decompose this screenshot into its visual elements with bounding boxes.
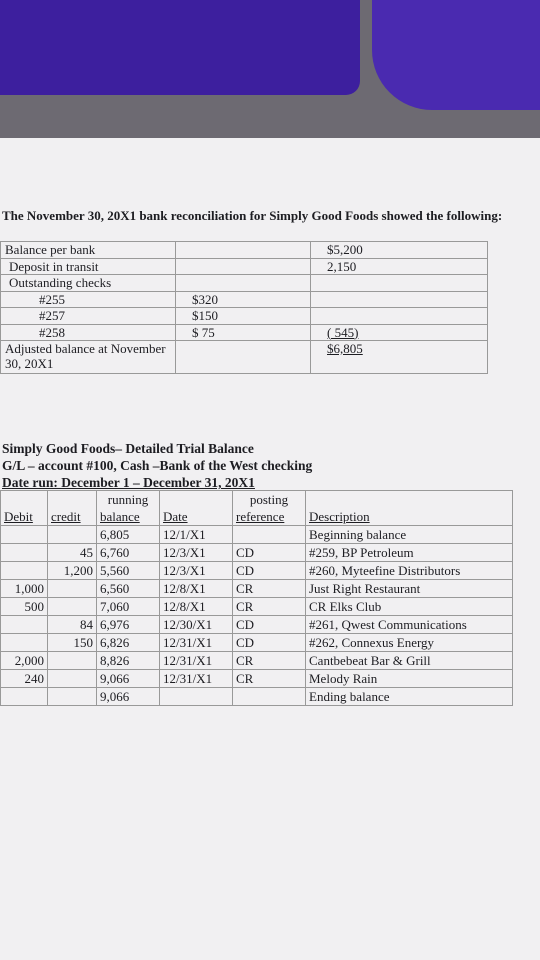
- recon-right: [311, 275, 488, 292]
- table-row: [1, 324, 488, 341]
- description-cell: #260, Myteefine Distributors: [306, 562, 513, 580]
- recon-right: $6,805: [311, 341, 488, 374]
- date-cell: 12/31/X1: [160, 670, 233, 688]
- header-text: balance: [100, 509, 140, 524]
- description-cell: Ending balance: [306, 688, 513, 706]
- recon-right: $5,200: [311, 242, 488, 259]
- balance-cell: 6,805: [97, 526, 160, 544]
- recon-label: Deposit in transit: [1, 258, 176, 275]
- description-cell: Melody Rain: [306, 670, 513, 688]
- ref-cell: CR: [233, 580, 306, 598]
- date-cell: 12/8/X1: [160, 598, 233, 616]
- date-cell: [160, 688, 233, 706]
- reconciliation-table: [0, 241, 488, 374]
- credit-cell: [48, 652, 97, 670]
- credit-cell: [48, 598, 97, 616]
- credit-cell: [48, 670, 97, 688]
- recon-right: [311, 308, 488, 325]
- purple-object-left: [0, 0, 360, 95]
- recon-label: Adjusted balance at November 30, 20X1: [1, 341, 176, 374]
- description-cell: Just Right Restaurant: [306, 580, 513, 598]
- recon-label: Outstanding checks: [1, 275, 176, 292]
- balance-cell: 6,760: [97, 544, 160, 562]
- recon-mid: $ 75: [176, 324, 311, 341]
- table-row: [1, 634, 513, 652]
- recon-mid: $320: [176, 291, 311, 308]
- credit-cell: [48, 580, 97, 598]
- debit-header: Debit: [1, 491, 48, 526]
- description-cell: #259, BP Petroleum: [306, 544, 513, 562]
- debit-cell: [1, 544, 48, 562]
- trial-balance-table: [0, 490, 513, 706]
- table-row: [1, 562, 513, 580]
- recon-label: #258: [1, 324, 176, 341]
- credit-cell: 1,200: [48, 562, 97, 580]
- header-text: reference: [236, 509, 285, 524]
- ref-cell: CD: [233, 634, 306, 652]
- header-text: posting: [249, 492, 289, 507]
- recon-mid: $150: [176, 308, 311, 325]
- description-cell: Beginning balance: [306, 526, 513, 544]
- credit-cell: [48, 688, 97, 706]
- table-row: [1, 688, 513, 706]
- date-cell: 12/8/X1: [160, 580, 233, 598]
- balance-cell: 6,826: [97, 634, 160, 652]
- ref-cell: CD: [233, 544, 306, 562]
- recon-mid: [176, 341, 311, 374]
- balance-cell: 6,560: [97, 580, 160, 598]
- recon-label: #255: [1, 291, 176, 308]
- table-row: [1, 242, 488, 259]
- date-cell: 12/31/X1: [160, 652, 233, 670]
- debit-cell: [1, 562, 48, 580]
- balance-cell: 8,826: [97, 652, 160, 670]
- debit-cell: 2,000: [1, 652, 48, 670]
- table-row: [1, 616, 513, 634]
- table-row: [1, 652, 513, 670]
- ref-cell: CR: [233, 652, 306, 670]
- table-row: [1, 544, 513, 562]
- account-line: G/L – account #100, Cash –Bank of the West checking: [2, 458, 313, 473]
- table-row: [1, 526, 513, 544]
- ref-cell: [233, 526, 306, 544]
- date-run-line: Date run: December 1 – December 31, 20X1: [2, 475, 255, 490]
- debit-cell: [1, 616, 48, 634]
- recon-label: #257: [1, 308, 176, 325]
- balance-cell: 6,976: [97, 616, 160, 634]
- table-row: [1, 580, 513, 598]
- table-header-row: [1, 491, 513, 526]
- balance-cell: 5,560: [97, 562, 160, 580]
- credit-cell: [48, 526, 97, 544]
- posting-reference-header: [233, 491, 306, 526]
- ref-cell: CD: [233, 616, 306, 634]
- table-row: [1, 258, 488, 275]
- header-text: running: [107, 492, 149, 507]
- credit-cell: 150: [48, 634, 97, 652]
- description-cell: #261, Qwest Communications: [306, 616, 513, 634]
- table-row: [1, 670, 513, 688]
- table-row: [1, 275, 488, 292]
- paper-sheet: [0, 138, 540, 960]
- debit-cell: 500: [1, 598, 48, 616]
- table-row: [1, 598, 513, 616]
- table-row: [1, 308, 488, 325]
- table-row: [1, 341, 488, 374]
- reconciliation-title: The November 30, 20X1 bank reconciliation for Simply Good Foods showed the following:: [2, 208, 503, 223]
- table-row: [1, 291, 488, 308]
- description-cell: #262, Connexus Energy: [306, 634, 513, 652]
- description-cell: CR Elks Club: [306, 598, 513, 616]
- debit-cell: [1, 634, 48, 652]
- date-cell: 12/3/X1: [160, 562, 233, 580]
- ref-cell: CD: [233, 562, 306, 580]
- credit-cell: 84: [48, 616, 97, 634]
- ref-cell: CR: [233, 598, 306, 616]
- purple-object-right: [372, 0, 540, 110]
- recon-mid: [176, 258, 311, 275]
- description-cell: Cantbebeat Bar & Grill: [306, 652, 513, 670]
- recon-right: [311, 291, 488, 308]
- balance-cell: 7,060: [97, 598, 160, 616]
- debit-cell: [1, 688, 48, 706]
- trial-balance-heading: [2, 440, 312, 491]
- date-cell: 12/3/X1: [160, 544, 233, 562]
- recon-mid: [176, 275, 311, 292]
- ref-cell: CR: [233, 670, 306, 688]
- recon-right: 2,150: [311, 258, 488, 275]
- recon-label: Balance per bank: [1, 242, 176, 259]
- balance-cell: 9,066: [97, 670, 160, 688]
- trial-balance-title: Simply Good Foods– Detailed Trial Balance: [2, 441, 254, 456]
- description-header: Description: [306, 491, 513, 526]
- recon-mid: [176, 242, 311, 259]
- credit-header: credit: [48, 491, 97, 526]
- date-header: Date: [160, 491, 233, 526]
- ref-cell: [233, 688, 306, 706]
- debit-cell: [1, 526, 48, 544]
- running-balance-header: [97, 491, 160, 526]
- debit-cell: 1,000: [1, 580, 48, 598]
- recon-right: ( 545): [311, 324, 488, 341]
- balance-cell: 9,066: [97, 688, 160, 706]
- date-cell: 12/30/X1: [160, 616, 233, 634]
- date-cell: 12/1/X1: [160, 526, 233, 544]
- date-cell: 12/31/X1: [160, 634, 233, 652]
- debit-cell: 240: [1, 670, 48, 688]
- credit-cell: 45: [48, 544, 97, 562]
